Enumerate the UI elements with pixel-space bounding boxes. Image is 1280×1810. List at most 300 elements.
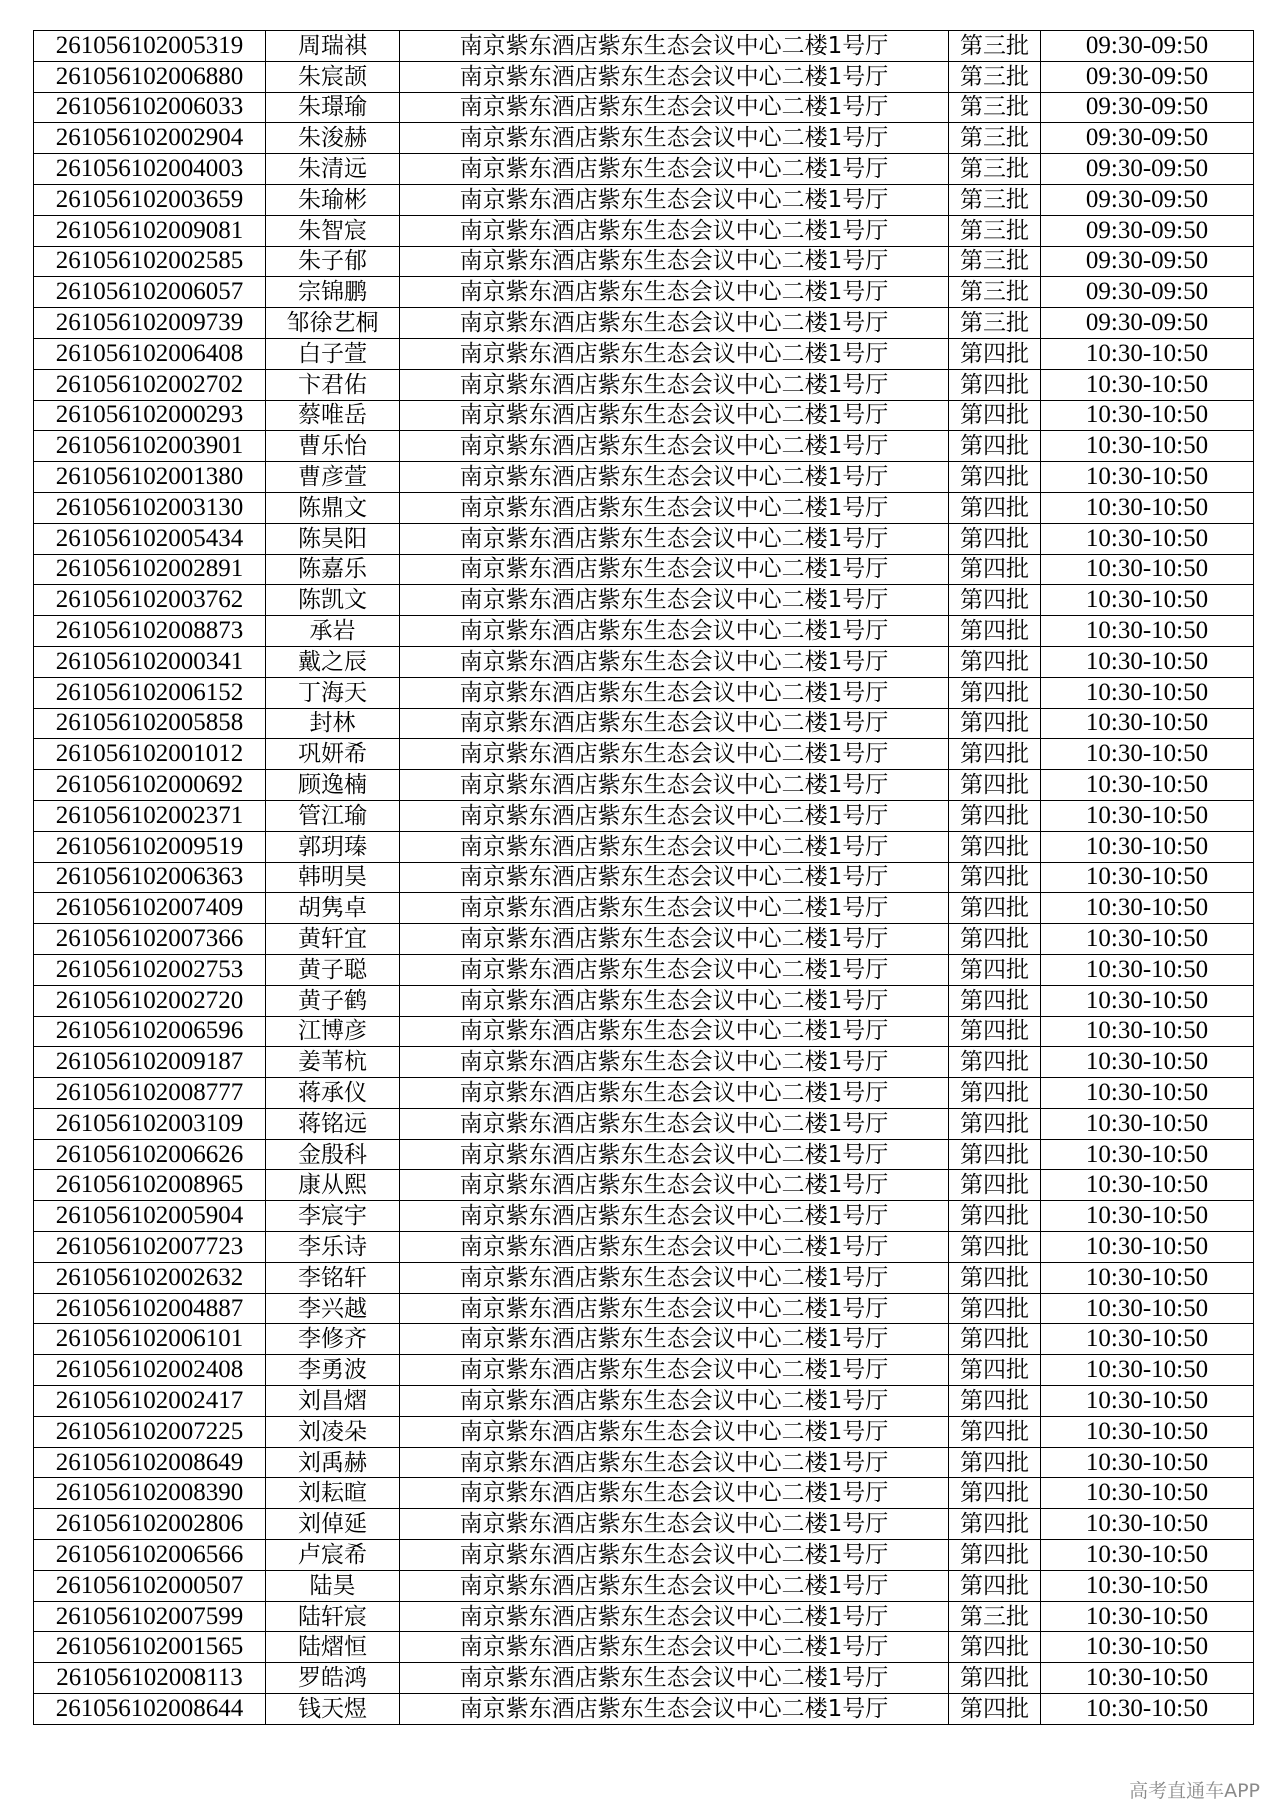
venue-cell: 南京紫东酒店紫东生态会议中心二楼1号厅 [400,1078,949,1109]
table-row [34,677,1254,708]
exam-number-cell: 261056102005434 [34,523,266,554]
table-row [34,61,1254,92]
time-slot-cell: 10:30-10:50 [1041,492,1254,523]
venue-cell: 南京紫东酒店紫东生态会议中心二楼1号厅 [400,1201,949,1232]
venue-cell: 南京紫东酒店紫东生态会议中心二楼1号厅 [400,1570,949,1601]
time-slot-cell: 10:30-10:50 [1041,1386,1254,1417]
candidate-name-cell: 陈昊阳 [266,523,400,554]
exam-number-cell: 261056102006596 [34,1016,266,1047]
batch-cell: 第四批 [949,492,1041,523]
table-row [34,1601,1254,1632]
batch-cell: 第四批 [949,1078,1041,1109]
exam-number-cell: 261056102002891 [34,554,266,585]
time-slot-cell: 10:30-10:50 [1041,431,1254,462]
batch-cell: 第四批 [949,1324,1041,1355]
candidate-name-cell: 朱子郁 [266,246,400,277]
time-slot-cell: 10:30-10:50 [1041,862,1254,893]
table-row [34,893,1254,924]
exam-number-cell: 261056102006880 [34,61,266,92]
batch-cell: 第三批 [949,215,1041,246]
venue-cell: 南京紫东酒店紫东生态会议中心二楼1号厅 [400,800,949,831]
time-slot-cell: 10:30-10:50 [1041,1108,1254,1139]
exam-number-cell: 261056102006152 [34,677,266,708]
candidate-name-cell: 刘耘暄 [266,1478,400,1509]
exam-number-cell: 261056102000692 [34,770,266,801]
table-row [34,1570,1254,1601]
table-row [34,431,1254,462]
exam-number-cell: 261056102006408 [34,338,266,369]
time-slot-cell: 10:30-10:50 [1041,1694,1254,1725]
table-row [34,739,1254,770]
batch-cell: 第四批 [949,1232,1041,1263]
batch-cell: 第四批 [949,1478,1041,1509]
time-slot-cell: 10:30-10:50 [1041,1170,1254,1201]
table-row [34,277,1254,308]
exam-number-cell: 261056102002904 [34,123,266,154]
candidate-name-cell: 封林 [266,708,400,739]
exam-number-cell: 261056102000507 [34,1570,266,1601]
exam-number-cell: 261056102007599 [34,1601,266,1632]
batch-cell: 第三批 [949,246,1041,277]
candidate-name-cell: 白子萱 [266,338,400,369]
time-slot-cell: 10:30-10:50 [1041,1632,1254,1663]
venue-cell: 南京紫东酒店紫东生态会议中心二楼1号厅 [400,1386,949,1417]
venue-cell: 南京紫东酒店紫东生态会议中心二楼1号厅 [400,92,949,123]
time-slot-cell: 10:30-10:50 [1041,585,1254,616]
batch-cell: 第四批 [949,1570,1041,1601]
table-row [34,1694,1254,1725]
time-slot-cell: 09:30-09:50 [1041,123,1254,154]
table-row [34,1386,1254,1417]
candidate-name-cell: 刘昌熠 [266,1386,400,1417]
batch-cell: 第四批 [949,616,1041,647]
table-row [34,1478,1254,1509]
candidate-name-cell: 钱天煜 [266,1694,400,1725]
exam-number-cell: 261056102006101 [34,1324,266,1355]
table-row [34,1355,1254,1386]
exam-number-cell: 261056102003659 [34,184,266,215]
time-slot-cell: 10:30-10:50 [1041,1262,1254,1293]
candidate-name-cell: 顾逸楠 [266,770,400,801]
exam-number-cell: 261056102002585 [34,246,266,277]
venue-cell: 南京紫东酒店紫东生态会议中心二楼1号厅 [400,1324,949,1355]
candidate-name-cell: 丁海天 [266,677,400,708]
venue-cell: 南京紫东酒店紫东生态会议中心二楼1号厅 [400,277,949,308]
venue-cell: 南京紫东酒店紫东生态会议中心二楼1号厅 [400,154,949,185]
venue-cell: 南京紫东酒店紫东生态会议中心二楼1号厅 [400,708,949,739]
time-slot-cell: 10:30-10:50 [1041,1416,1254,1447]
candidate-name-cell: 朱智宸 [266,215,400,246]
table-row [34,554,1254,585]
table-row [34,646,1254,677]
batch-cell: 第四批 [949,523,1041,554]
candidate-name-cell: 承岩 [266,616,400,647]
batch-cell: 第四批 [949,1386,1041,1417]
time-slot-cell: 09:30-09:50 [1041,246,1254,277]
table-row [34,92,1254,123]
time-slot-cell: 10:30-10:50 [1041,770,1254,801]
table-row [34,1293,1254,1324]
time-slot-cell: 10:30-10:50 [1041,1293,1254,1324]
exam-number-cell: 261056102008777 [34,1078,266,1109]
exam-number-cell: 261056102003130 [34,492,266,523]
time-slot-cell: 10:30-10:50 [1041,1478,1254,1509]
time-slot-cell: 09:30-09:50 [1041,215,1254,246]
batch-cell: 第四批 [949,924,1041,955]
exam-number-cell: 261056102006626 [34,1139,266,1170]
candidate-name-cell: 陈鼎文 [266,492,400,523]
candidate-name-cell: 刘凌朵 [266,1416,400,1447]
batch-cell: 第三批 [949,1601,1041,1632]
venue-cell: 南京紫东酒店紫东生态会议中心二楼1号厅 [400,1663,949,1694]
venue-cell: 南京紫东酒店紫东生态会议中心二楼1号厅 [400,831,949,862]
candidate-name-cell: 蔡唯岳 [266,400,400,431]
time-slot-cell: 10:30-10:50 [1041,646,1254,677]
venue-cell: 南京紫东酒店紫东生态会议中心二楼1号厅 [400,308,949,339]
venue-cell: 南京紫东酒店紫东生态会议中心二楼1号厅 [400,215,949,246]
batch-cell: 第四批 [949,462,1041,493]
exam-number-cell: 261056102004003 [34,154,266,185]
time-slot-cell: 10:30-10:50 [1041,800,1254,831]
table-row [34,954,1254,985]
venue-cell: 南京紫东酒店紫东生态会议中心二楼1号厅 [400,31,949,62]
exam-number-cell: 261056102009739 [34,308,266,339]
venue-cell: 南京紫东酒店紫东生态会议中心二楼1号厅 [400,862,949,893]
table-row [34,985,1254,1016]
candidate-name-cell: 邹徐艺桐 [266,308,400,339]
batch-cell: 第四批 [949,954,1041,985]
time-slot-cell: 10:30-10:50 [1041,616,1254,647]
venue-cell: 南京紫东酒店紫东生态会议中心二楼1号厅 [400,924,949,955]
venue-cell: 南京紫东酒店紫东生态会议中心二楼1号厅 [400,1478,949,1509]
venue-cell: 南京紫东酒店紫东生态会议中心二楼1号厅 [400,1262,949,1293]
candidate-name-cell: 卢宸希 [266,1540,400,1571]
time-slot-cell: 09:30-09:50 [1041,31,1254,62]
batch-cell: 第四批 [949,1447,1041,1478]
watermark: 高考直通车APP [1129,1780,1260,1802]
exam-number-cell: 261056102002702 [34,369,266,400]
table-row [34,585,1254,616]
table-row [34,123,1254,154]
venue-cell: 南京紫东酒店紫东生态会议中心二楼1号厅 [400,770,949,801]
candidate-name-cell: 朱璟瑜 [266,92,400,123]
candidate-name-cell: 金殷科 [266,1139,400,1170]
candidate-name-cell: 罗皓鸿 [266,1663,400,1694]
table-row [34,1170,1254,1201]
exam-number-cell: 261056102007366 [34,924,266,955]
exam-number-cell: 261056102006363 [34,862,266,893]
candidate-name-cell: 宗锦鹏 [266,277,400,308]
table-row [34,1139,1254,1170]
batch-cell: 第四批 [949,1355,1041,1386]
candidate-name-cell: 陈凯文 [266,585,400,616]
time-slot-cell: 10:30-10:50 [1041,985,1254,1016]
candidate-name-cell: 蒋铭远 [266,1108,400,1139]
table-row [34,338,1254,369]
batch-cell: 第四批 [949,831,1041,862]
time-slot-cell: 10:30-10:50 [1041,831,1254,862]
batch-cell: 第四批 [949,1293,1041,1324]
time-slot-cell: 10:30-10:50 [1041,1232,1254,1263]
batch-cell: 第四批 [949,800,1041,831]
time-slot-cell: 10:30-10:50 [1041,523,1254,554]
venue-cell: 南京紫东酒店紫东生态会议中心二楼1号厅 [400,677,949,708]
table-row [34,800,1254,831]
exam-number-cell: 261056102009081 [34,215,266,246]
batch-cell: 第四批 [949,862,1041,893]
exam-number-cell: 261056102000341 [34,646,266,677]
table-row [34,1509,1254,1540]
time-slot-cell: 10:30-10:50 [1041,1047,1254,1078]
candidate-name-cell: 刘禹赫 [266,1447,400,1478]
table-row [34,1324,1254,1355]
batch-cell: 第三批 [949,61,1041,92]
venue-cell: 南京紫东酒店紫东生态会议中心二楼1号厅 [400,61,949,92]
batch-cell: 第四批 [949,1016,1041,1047]
exam-number-cell: 261056102007409 [34,893,266,924]
time-slot-cell: 10:30-10:50 [1041,1324,1254,1355]
venue-cell: 南京紫东酒店紫东生态会议中心二楼1号厅 [400,1632,949,1663]
time-slot-cell: 09:30-09:50 [1041,184,1254,215]
candidate-name-cell: 朱清远 [266,154,400,185]
table-row [34,924,1254,955]
candidate-name-cell: 郭玥瑧 [266,831,400,862]
exam-number-cell: 261056102004887 [34,1293,266,1324]
time-slot-cell: 10:30-10:50 [1041,400,1254,431]
candidate-name-cell: 戴之辰 [266,646,400,677]
schedule-rows [34,31,1254,1725]
table-row [34,708,1254,739]
exam-number-cell: 261056102008965 [34,1170,266,1201]
venue-cell: 南京紫东酒店紫东生态会议中心二楼1号厅 [400,739,949,770]
candidate-name-cell: 胡隽卓 [266,893,400,924]
candidate-name-cell: 陆熠恒 [266,1632,400,1663]
time-slot-cell: 09:30-09:50 [1041,308,1254,339]
time-slot-cell: 09:30-09:50 [1041,277,1254,308]
venue-cell: 南京紫东酒店紫东生态会议中心二楼1号厅 [400,985,949,1016]
candidate-name-cell: 管江瑜 [266,800,400,831]
exam-number-cell: 261056102001565 [34,1632,266,1663]
venue-cell: 南京紫东酒店紫东生态会议中心二楼1号厅 [400,246,949,277]
candidate-name-cell: 蒋承仪 [266,1078,400,1109]
exam-number-cell: 261056102006033 [34,92,266,123]
exam-number-cell: 261056102002632 [34,1262,266,1293]
venue-cell: 南京紫东酒店紫东生态会议中心二楼1号厅 [400,400,949,431]
exam-number-cell: 261056102002806 [34,1509,266,1540]
candidate-name-cell: 朱浚赫 [266,123,400,154]
batch-cell: 第四批 [949,646,1041,677]
table-row [34,1016,1254,1047]
batch-cell: 第四批 [949,739,1041,770]
venue-cell: 南京紫东酒店紫东生态会议中心二楼1号厅 [400,123,949,154]
candidate-name-cell: 李乐诗 [266,1232,400,1263]
exam-number-cell: 261056102007225 [34,1416,266,1447]
exam-number-cell: 261056102002753 [34,954,266,985]
candidate-name-cell: 李修齐 [266,1324,400,1355]
table-row [34,1540,1254,1571]
time-slot-cell: 10:30-10:50 [1041,1663,1254,1694]
batch-cell: 第四批 [949,708,1041,739]
candidate-name-cell: 黄轩宜 [266,924,400,955]
batch-cell: 第四批 [949,400,1041,431]
table-row [34,154,1254,185]
exam-number-cell: 261056102001012 [34,739,266,770]
venue-cell: 南京紫东酒店紫东生态会议中心二楼1号厅 [400,523,949,554]
table-row [34,1632,1254,1663]
candidate-name-cell: 曹彦萱 [266,462,400,493]
candidate-name-cell: 陆轩宸 [266,1601,400,1632]
exam-number-cell: 261056102008390 [34,1478,266,1509]
table-row [34,184,1254,215]
venue-cell: 南京紫东酒店紫东生态会议中心二楼1号厅 [400,492,949,523]
venue-cell: 南京紫东酒店紫东生态会议中心二楼1号厅 [400,954,949,985]
exam-number-cell: 261056102008873 [34,616,266,647]
exam-number-cell: 261056102000293 [34,400,266,431]
candidate-name-cell: 朱宸颉 [266,61,400,92]
venue-cell: 南京紫东酒店紫东生态会议中心二楼1号厅 [400,616,949,647]
candidate-name-cell: 黄子聪 [266,954,400,985]
batch-cell: 第三批 [949,277,1041,308]
time-slot-cell: 10:30-10:50 [1041,677,1254,708]
time-slot-cell: 10:30-10:50 [1041,708,1254,739]
batch-cell: 第四批 [949,770,1041,801]
table-row [34,369,1254,400]
candidate-name-cell: 陈嘉乐 [266,554,400,585]
exam-number-cell: 261056102002408 [34,1355,266,1386]
venue-cell: 南京紫东酒店紫东生态会议中心二楼1号厅 [400,431,949,462]
batch-cell: 第三批 [949,184,1041,215]
venue-cell: 南京紫东酒店紫东生态会议中心二楼1号厅 [400,1232,949,1263]
table-row [34,400,1254,431]
table-row [34,1047,1254,1078]
batch-cell: 第四批 [949,677,1041,708]
batch-cell: 第三批 [949,31,1041,62]
batch-cell: 第四批 [949,1632,1041,1663]
candidate-name-cell: 李兴越 [266,1293,400,1324]
batch-cell: 第四批 [949,585,1041,616]
batch-cell: 第四批 [949,1663,1041,1694]
venue-cell: 南京紫东酒店紫东生态会议中心二楼1号厅 [400,462,949,493]
venue-cell: 南京紫东酒店紫东生态会议中心二楼1号厅 [400,1540,949,1571]
exam-number-cell: 261056102005904 [34,1201,266,1232]
time-slot-cell: 10:30-10:50 [1041,1355,1254,1386]
venue-cell: 南京紫东酒店紫东生态会议中心二楼1号厅 [400,1694,949,1725]
venue-cell: 南京紫东酒店紫东生态会议中心二楼1号厅 [400,1601,949,1632]
exam-number-cell: 261056102001380 [34,462,266,493]
time-slot-cell: 10:30-10:50 [1041,1447,1254,1478]
batch-cell: 第四批 [949,893,1041,924]
venue-cell: 南京紫东酒店紫东生态会议中心二楼1号厅 [400,1355,949,1386]
candidate-name-cell: 李铭轩 [266,1262,400,1293]
exam-number-cell: 261056102003109 [34,1108,266,1139]
table-row [34,862,1254,893]
time-slot-cell: 10:30-10:50 [1041,1201,1254,1232]
candidate-name-cell: 韩明昊 [266,862,400,893]
exam-number-cell: 261056102003901 [34,431,266,462]
time-slot-cell: 10:30-10:50 [1041,1570,1254,1601]
venue-cell: 南京紫东酒店紫东生态会议中心二楼1号厅 [400,1170,949,1201]
time-slot-cell: 10:30-10:50 [1041,954,1254,985]
batch-cell: 第四批 [949,431,1041,462]
batch-cell: 第四批 [949,1509,1041,1540]
exam-number-cell: 261056102003762 [34,585,266,616]
table-row [34,31,1254,62]
venue-cell: 南京紫东酒店紫东生态会议中心二楼1号厅 [400,184,949,215]
exam-number-cell: 261056102008644 [34,1694,266,1725]
batch-cell: 第四批 [949,369,1041,400]
schedule-table [33,30,1254,1725]
exam-number-cell: 261056102008113 [34,1663,266,1694]
batch-cell: 第三批 [949,154,1041,185]
venue-cell: 南京紫东酒店紫东生态会议中心二楼1号厅 [400,585,949,616]
table-row [34,492,1254,523]
time-slot-cell: 10:30-10:50 [1041,1509,1254,1540]
candidate-name-cell: 曹乐怡 [266,431,400,462]
exam-number-cell: 261056102006566 [34,1540,266,1571]
table-row [34,308,1254,339]
venue-cell: 南京紫东酒店紫东生态会议中心二楼1号厅 [400,1139,949,1170]
venue-cell: 南京紫东酒店紫东生态会议中心二楼1号厅 [400,554,949,585]
batch-cell: 第四批 [949,1540,1041,1571]
venue-cell: 南京紫东酒店紫东生态会议中心二楼1号厅 [400,893,949,924]
time-slot-cell: 10:30-10:50 [1041,369,1254,400]
exam-number-cell: 261056102009187 [34,1047,266,1078]
candidate-name-cell: 江博彦 [266,1016,400,1047]
table-row [34,1447,1254,1478]
time-slot-cell: 10:30-10:50 [1041,462,1254,493]
table-row [34,1201,1254,1232]
batch-cell: 第四批 [949,1694,1041,1725]
exam-number-cell: 261056102005319 [34,31,266,62]
venue-cell: 南京紫东酒店紫东生态会议中心二楼1号厅 [400,1293,949,1324]
candidate-name-cell: 陆昊 [266,1570,400,1601]
exam-number-cell: 261056102006057 [34,277,266,308]
time-slot-cell: 10:30-10:50 [1041,1016,1254,1047]
venue-cell: 南京紫东酒店紫东生态会议中心二楼1号厅 [400,1447,949,1478]
batch-cell: 第四批 [949,1108,1041,1139]
time-slot-cell: 10:30-10:50 [1041,739,1254,770]
table-row [34,1232,1254,1263]
table-row [34,215,1254,246]
time-slot-cell: 10:30-10:50 [1041,1078,1254,1109]
batch-cell: 第三批 [949,308,1041,339]
time-slot-cell: 09:30-09:50 [1041,154,1254,185]
venue-cell: 南京紫东酒店紫东生态会议中心二楼1号厅 [400,1108,949,1139]
table-row [34,1416,1254,1447]
batch-cell: 第四批 [949,1139,1041,1170]
candidate-name-cell: 黄子鹤 [266,985,400,1016]
batch-cell: 第四批 [949,1170,1041,1201]
exam-number-cell: 261056102002371 [34,800,266,831]
venue-cell: 南京紫东酒店紫东生态会议中心二楼1号厅 [400,338,949,369]
venue-cell: 南京紫东酒店紫东生态会议中心二楼1号厅 [400,369,949,400]
table-row [34,831,1254,862]
table-row [34,770,1254,801]
batch-cell: 第四批 [949,1047,1041,1078]
candidate-name-cell: 李勇波 [266,1355,400,1386]
candidate-name-cell: 卞君佑 [266,369,400,400]
candidate-name-cell: 朱瑜彬 [266,184,400,215]
batch-cell: 第四批 [949,1262,1041,1293]
table-row [34,523,1254,554]
batch-cell: 第四批 [949,554,1041,585]
exam-number-cell: 261056102002417 [34,1386,266,1417]
time-slot-cell: 09:30-09:50 [1041,61,1254,92]
table-row [34,616,1254,647]
exam-number-cell: 261056102008649 [34,1447,266,1478]
candidate-name-cell: 姜苇杭 [266,1047,400,1078]
venue-cell: 南京紫东酒店紫东生态会议中心二楼1号厅 [400,1509,949,1540]
